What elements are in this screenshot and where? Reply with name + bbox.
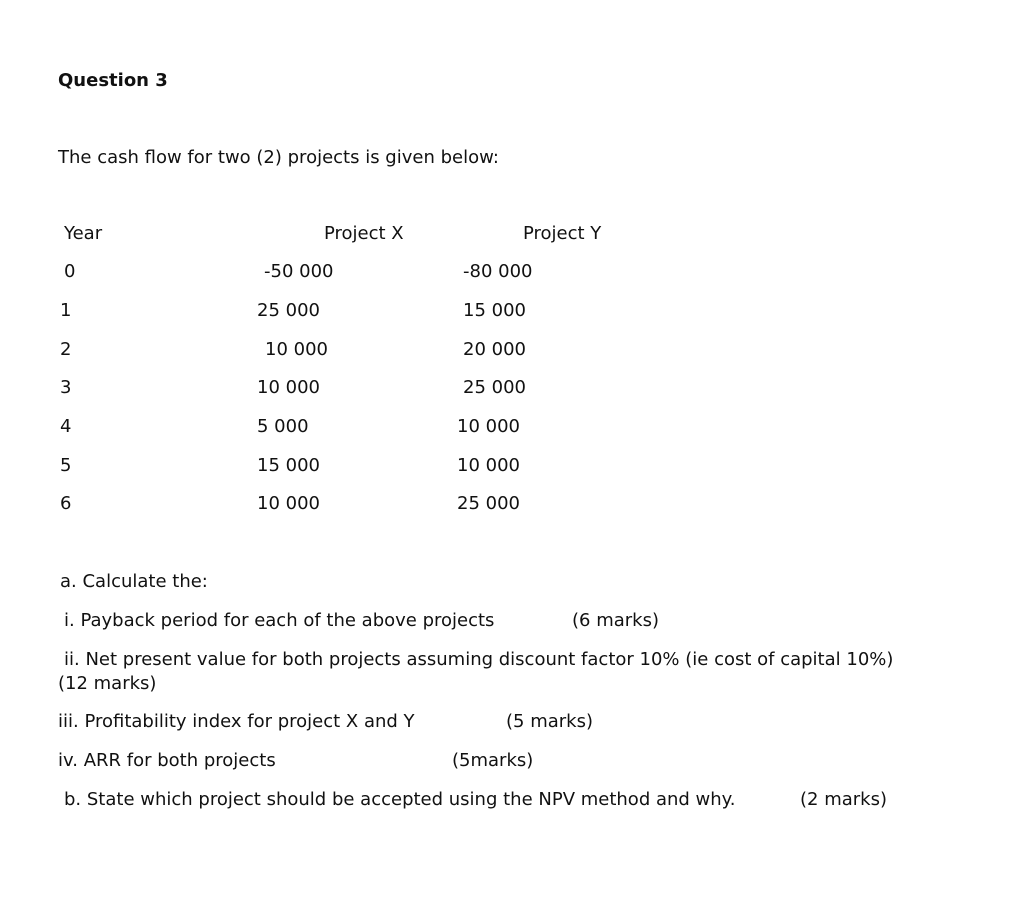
question-title: Question 3 bbox=[58, 70, 168, 91]
question-iii-marks: (5 marks) bbox=[506, 711, 593, 732]
table-cell-year: 1 bbox=[60, 300, 72, 321]
table-cell-project-x: 10 000 bbox=[257, 493, 320, 514]
table-cell-project-x: 10 000 bbox=[257, 377, 320, 398]
table-header-project-y: Project Y bbox=[523, 223, 602, 244]
table-cell-project-x: 10 000 bbox=[265, 339, 328, 360]
table-cell-project-x: 5 000 bbox=[257, 416, 309, 437]
question-b-marks: (2 marks) bbox=[800, 789, 887, 810]
table-cell-year: 4 bbox=[60, 416, 72, 437]
question-ii-text: ii. Net present value for both projects assuming discount factor 10% (ie cost of capital 10%) bbox=[64, 649, 894, 670]
table-cell-project-x: 25 000 bbox=[257, 300, 320, 321]
intro-text: The cash flow for two (2) projects is given below: bbox=[58, 147, 499, 168]
table-header-project-x: Project X bbox=[324, 223, 404, 244]
question-a-label: a. Calculate the: bbox=[60, 571, 208, 592]
question-ii-marks: (12 marks) bbox=[58, 673, 157, 694]
table-cell-project-y: 25 000 bbox=[463, 377, 526, 398]
table-cell-project-y: 15 000 bbox=[463, 300, 526, 321]
table-cell-project-x: -50 000 bbox=[264, 261, 334, 282]
table-cell-project-y: 10 000 bbox=[457, 455, 520, 476]
question-i-marks: (6 marks) bbox=[572, 610, 659, 631]
question-iii-text: iii. Profitability index for project X and Y bbox=[58, 711, 415, 732]
table-cell-year: 0 bbox=[64, 261, 76, 282]
table-cell-project-y: 25 000 bbox=[457, 493, 520, 514]
table-cell-year: 3 bbox=[60, 377, 72, 398]
question-iv-text: iv. ARR for both projects bbox=[58, 750, 276, 771]
table-cell-project-y: 20 000 bbox=[463, 339, 526, 360]
table-cell-year: 5 bbox=[60, 455, 72, 476]
question-b-text: b. State which project should be accepted using the NPV method and why. bbox=[64, 789, 736, 810]
table-cell-year: 2 bbox=[60, 339, 72, 360]
table-cell-project-x: 15 000 bbox=[257, 455, 320, 476]
table-cell-project-y: -80 000 bbox=[463, 261, 533, 282]
question-i-text: i. Payback period for each of the above projects bbox=[64, 610, 495, 631]
question-iv-marks: (5marks) bbox=[452, 750, 534, 771]
table-cell-project-y: 10 000 bbox=[457, 416, 520, 437]
table-header-year: Year bbox=[64, 223, 103, 244]
table-cell-year: 6 bbox=[60, 493, 72, 514]
